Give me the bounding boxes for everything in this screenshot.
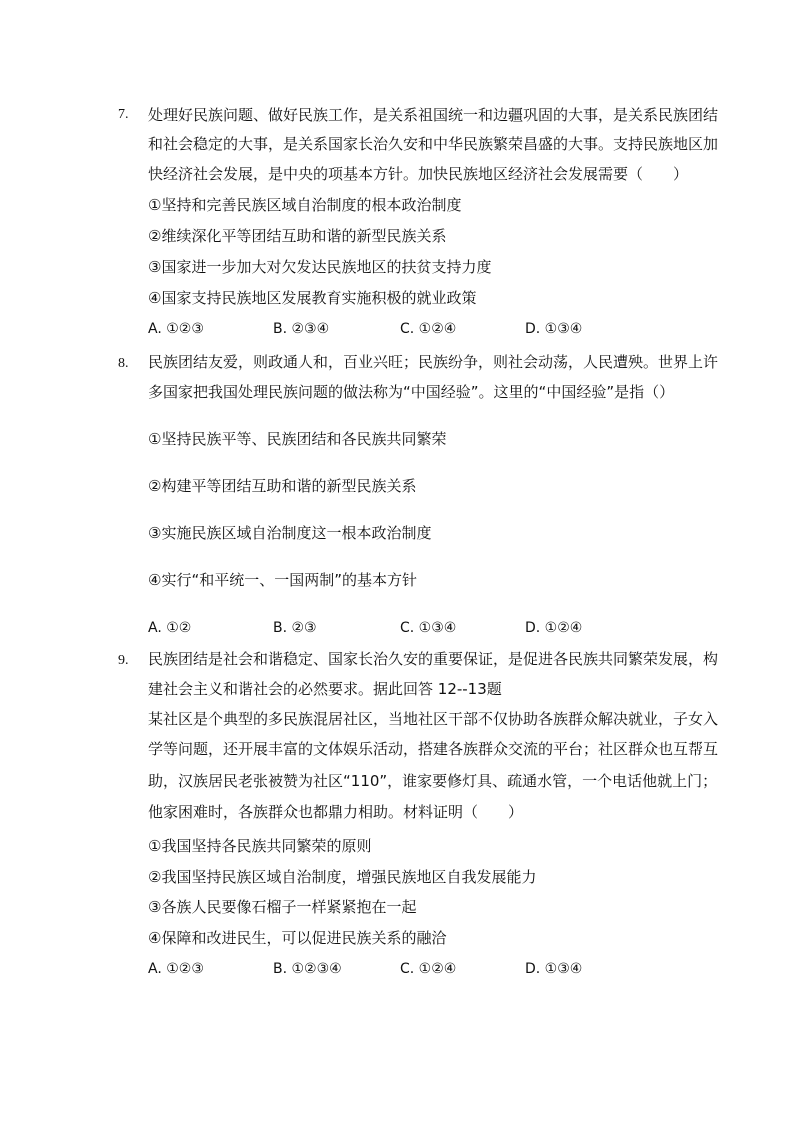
option-a: A. ①② [148, 620, 192, 636]
question-stem-line: 和社会稳定的大事，是关系国家长治久安和中华民族繁荣昌盛的大事。支持民族地区加 [148, 135, 719, 153]
statement: ③各族人民要像石榴子一样紧紧抱在一起 [148, 898, 417, 916]
option-d: D. ①②④ [525, 620, 583, 636]
question-stem-line: 他家困难时，各族群众也都鼎力相助。材料证明（ ） [148, 803, 524, 821]
statement: ④国家支持民族地区发展教育实施积极的就业政策 [148, 289, 477, 307]
question-stem-line: 处理好民族问题、做好民族工作，是关系祖国统一和边疆巩固的大事，是关系民族团结 [148, 106, 719, 124]
option-b: B. ②③④ [273, 321, 330, 337]
question-stem-line: 学等问题，还开展丰富的文体娱乐活动，搭建各族群众交流的平台；社区群众也互帮互 [148, 740, 719, 758]
statement: ①坚持民族平等、民族团结和各民族共同繁荣 [148, 430, 447, 448]
option-d: D. ①③④ [525, 961, 583, 977]
option-b: B. ②③ [273, 620, 317, 636]
question-number: 7. [118, 107, 129, 122]
option-a: A. ①②③ [148, 961, 204, 977]
question-stem-line: 某社区是个典型的多民族混居社区，当地社区干部不仅协助各族群众解决就业，子女入 [148, 710, 719, 728]
statement: ②构建平等团结互助和谐的新型民族关系 [148, 477, 417, 495]
question-stem-line: 助，汉族居民老张被赞为社区“110”，谁家要修灯具、疏通水管，一个电话他就上门； [148, 772, 718, 790]
option-a: A. ①②③ [148, 321, 204, 337]
statement: ①我国坚持各民族共同繁荣的原则 [148, 837, 372, 855]
option-d: D. ①③④ [525, 321, 583, 337]
statement: ①坚持和完善民族区域自治制度的根本政治制度 [148, 196, 462, 214]
statement: ③实施民族区域自治制度这一根本政治制度 [148, 524, 432, 542]
option-c: C. ①②④ [400, 961, 457, 977]
statement: ②我国坚持民族区域自治制度，增强民族地区自我发展能力 [148, 868, 537, 886]
statement: ②维续深化平等团结互助和谐的新型民族关系 [148, 227, 447, 245]
statement: ③国家进一步加大对欠发达民族地区的扶贫支持力度 [148, 258, 492, 276]
option-c: C. ①②④ [400, 321, 457, 337]
question-stem-line: 民族团结是社会和谐稳定、国家长治久安的重要保证，是促进各民族共同繁荣发展，构 [148, 650, 719, 668]
question-stem-line: 建社会主义和谐社会的必然要求。据此回答 12--13题 [148, 680, 502, 698]
statement: ④保障和改进民生，可以促进民族关系的融洽 [148, 929, 447, 947]
question-number: 9. [118, 653, 129, 668]
statement: ④实行“和平统一、一国两制”的基本方针 [148, 571, 417, 589]
question-stem-line: 快经济社会发展，是中央的项基本方针。加快民族地区经济社会发展需要（ ） [148, 165, 689, 183]
question-stem-line: 多国家把我国处理民族问题的做法称为“中国经验”。这里的“中国经验”是指（） [148, 383, 675, 401]
option-c: C. ①③④ [400, 620, 457, 636]
option-b: B. ①②③④ [273, 961, 342, 977]
question-number: 8. [118, 356, 129, 371]
question-stem-line: 民族团结友爱，则政通人和，百业兴旺；民族纷争，则社会动荡，人民遭殃。世界上许 [148, 353, 719, 371]
